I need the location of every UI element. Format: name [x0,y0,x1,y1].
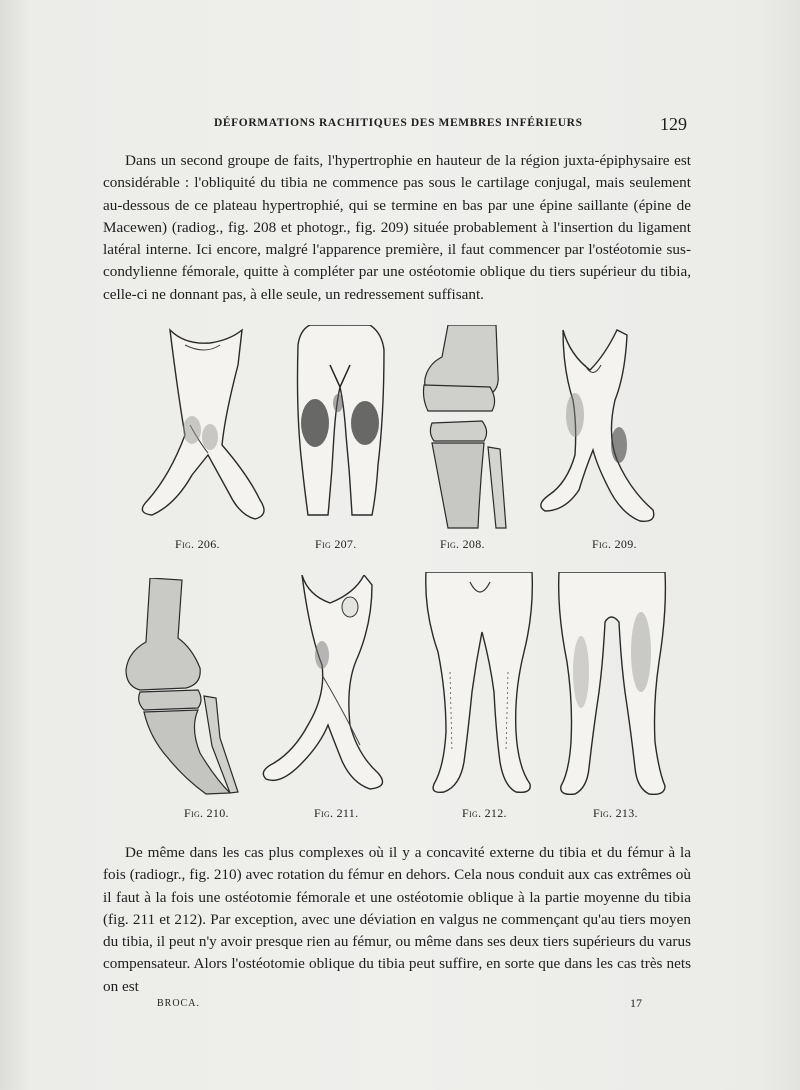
sheet-number: 17 [630,996,642,1010]
figure-210 [120,578,245,798]
caption-fig-209: Fig. 209. [592,537,637,551]
caption-fig-213: Fig. 213. [593,806,638,820]
paragraph-1: Dans un second groupe de faits, l'hypertrophie en hauteur de la région juxta-épiphysaire est considérable : l'obliquité du tibia ne commence pas sous le cartilage conjugal, mais seulement au-dessous de ce plateau hypertrophié, qui se termine en bas par une épine saillante (épine de Macewen) (radiog., fig. 208 et photogr., fig. 209) située probablement à l'insertion du ligament latéral interne. Ici encore, malgré l'apparence première, il faut commencer par l'ostéotomie sus-condylienne fémorale, quitte à compléter par une ostéotomie oblique du tiers supérieur du tibia, celle-ci ne donnant pas, à elle seule, un redressement suffisant. [103,152,691,303]
figure-213 [555,572,675,797]
caption-fig-212: Fig. 212. [462,806,507,820]
caption-fig-208: Fig. 208. [440,537,485,551]
caption-fig-207: Fig 207. [315,537,357,551]
page-footer [0,994,800,1014]
figure-209 [535,325,660,525]
figure-208 [420,325,510,530]
printer-signature: BROCA. [157,998,200,1009]
caption-fig-210: Fig. 210. [184,806,229,820]
figure-207 [290,325,390,520]
running-head [0,114,800,138]
running-head-title: DÉFORMATIONS RACHITIQUES DES MEMBRES INFÉRIEURS [214,117,583,129]
page-number: 129 [660,114,687,134]
figure-211 [260,575,400,795]
figure-212 [420,572,540,797]
caption-fig-206: Fig. 206. [175,537,220,551]
paragraph-2: De même dans les cas plus complexes où il y a concavité externe du tibia et du fémur à la fois (radiogr., fig. 210) avec rotation du fémur en dehors. Cela nous conduit aux cas extrêmes où il faut à la fois une ostéotomie fémorale et une ostéotomie oblique à la partie moyenne du tibia (fig. 211 et 212). Par exception, avec une déviation en valgus ne commençant qu'au tiers moyen du tibia, il peut n'y avoir presque rien au fémur, ou même dans ses deux tiers supérieurs du varus compensateur. Alors l'ostéotomie oblique du tibia peut suffire, en sorte que dans les cas très nets on est [103,844,691,995]
caption-fig-211: Fig. 211. [314,806,359,820]
figure-206 [130,325,280,525]
